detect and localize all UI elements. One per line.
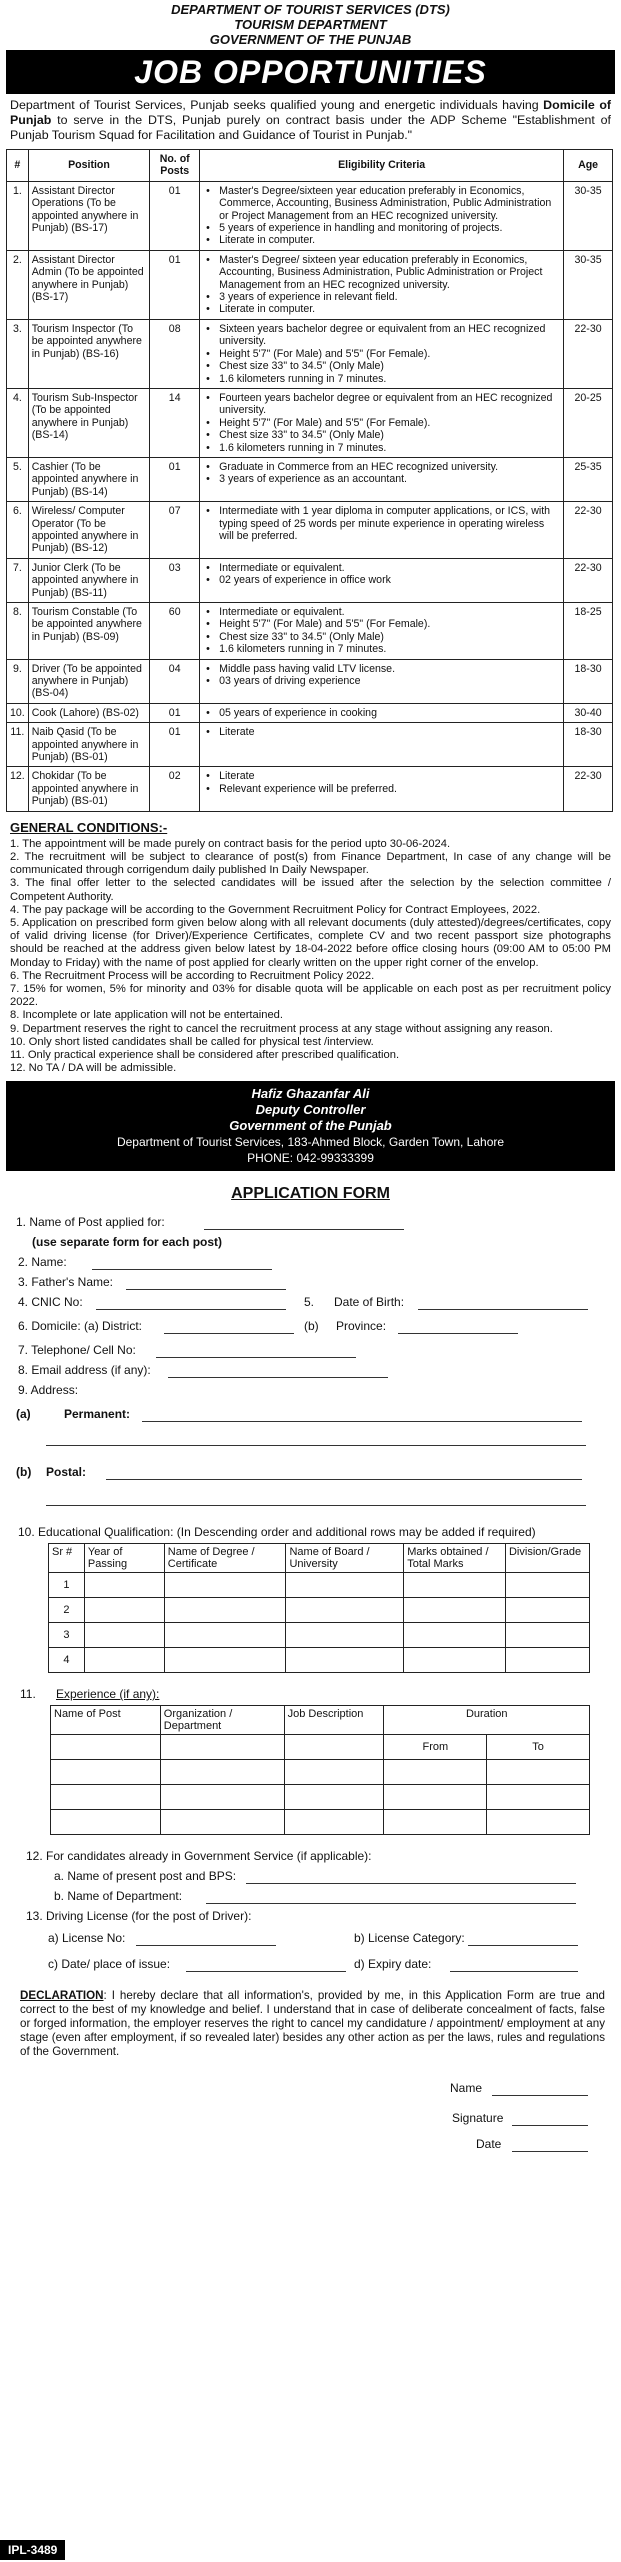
job-number: 9.: [7, 659, 29, 703]
criteria-item: • 1.6 kilometers running in 7 minutes.: [215, 442, 560, 454]
experience-row[interactable]: [51, 1785, 590, 1810]
field-name: [6, 1255, 615, 1275]
job-posts: 01: [150, 250, 200, 319]
job-row: [7, 319, 613, 388]
job-position: Tourism Inspector (To be appointed anywhere in Punjab) (BS-16): [28, 319, 150, 388]
job-age: 22-30: [564, 767, 613, 811]
job-number: 11.: [7, 723, 29, 767]
permanent-a: (a): [16, 1407, 31, 1422]
condition-item: 8. Incomplete or late application will not be entertained.: [10, 1009, 284, 1022]
job-number: 7.: [7, 558, 29, 602]
condition-item: 4. The pay package will be according to the Government Recruitment Policy for Contract Employees, 2022.: [10, 903, 541, 916]
criteria-item: • Height 5'7" (For Male) and 5'5" (For Female).: [215, 348, 560, 360]
job-position: Junior Clerk (To be appointed anywhere in Punjab) (BS-11): [28, 558, 150, 602]
criteria-item: • Master's Degree/sixteen year education preferably in Economics, Commerce, Accounting, Business Administration, Public Administration or Project Management from an HEC recognized university.: [215, 185, 560, 222]
job-posts: 14: [150, 388, 200, 457]
criteria-item: • Literate in computer.: [215, 234, 560, 246]
name-line[interactable]: [92, 1255, 272, 1270]
job-age: 22-30: [564, 558, 613, 602]
job-posts: 01: [150, 723, 200, 767]
job-criteria: [200, 388, 564, 457]
driving-license-label: 13. Driving License (for the post of Driver):: [26, 1909, 252, 1924]
field-address: [6, 1383, 615, 1403]
job-position: Chokidar (To be appointed anywhere in Punjab) (BS-01): [28, 767, 150, 811]
job-posts: 01: [150, 703, 200, 722]
field-present-post: [6, 1869, 615, 1889]
sig-date-label: Date: [476, 2137, 502, 2152]
col-header-position: Position: [28, 150, 150, 182]
criteria-item: • 1.6 kilometers running in 7 minutes.: [215, 373, 560, 385]
contact-block: [6, 1081, 615, 1171]
job-age: 25-35: [564, 457, 613, 501]
job-criteria: [200, 457, 564, 501]
criteria-item: • Fourteen years bachelor degree or equivalent from an HEC recognized university.: [215, 392, 560, 417]
job-criteria: [200, 767, 564, 811]
experience-label: Experience (if any):: [56, 1687, 160, 1702]
job-row: [7, 703, 613, 722]
province-line[interactable]: [398, 1319, 518, 1334]
experience-header-row: [51, 1706, 590, 1735]
condition-item: 11. Only practical experience shall be considered after prescribed qualification.: [10, 1048, 400, 1061]
job-position: Assistant Director Operations (To be appointed anywhere in Punjab) (BS-17): [28, 181, 150, 250]
separate-form-note: (use separate form for each post): [32, 1235, 223, 1250]
criteria-item: • Graduate in Commerce from an HEC recognized university.: [215, 461, 560, 473]
edu-row-number: 1: [49, 1573, 85, 1598]
job-opportunities-banner: JOB OPPORTUNITIES: [6, 50, 615, 94]
experience-number: 11.: [20, 1687, 36, 1702]
edu-col-marks: Marks obtained / Total Marks: [404, 1544, 506, 1573]
general-conditions-title: GENERAL CONDITIONS:-: [10, 819, 168, 835]
job-number: 1.: [7, 181, 29, 250]
job-row: [7, 659, 613, 703]
father-name-label: 3. Father's Name:: [18, 1275, 113, 1290]
criteria-list: [203, 185, 560, 247]
criteria-item: • 3 years of experience in relevant field.: [215, 291, 560, 303]
job-posts: 01: [150, 457, 200, 501]
criteria-list: [203, 606, 560, 656]
experience-table: [50, 1705, 590, 1835]
license-category-line[interactable]: [468, 1931, 578, 1946]
exp-col-from: From: [384, 1735, 487, 1760]
cnic-label: 4. CNIC No:: [18, 1295, 83, 1310]
edu-col-division: Division/Grade: [505, 1544, 589, 1573]
job-criteria: [200, 659, 564, 703]
edu-row-number: 2: [49, 1598, 85, 1623]
job-position: Cashier (To be appointed anywhere in Punjab) (BS-14): [28, 457, 150, 501]
application-form-title: APPLICATION FORM: [231, 1185, 390, 1203]
intro-paragraph: [10, 98, 611, 143]
department-label: b. Name of Department:: [54, 1889, 183, 1904]
job-number: 5.: [7, 457, 29, 501]
edu-col-degree: Name of Degree / Certificate: [164, 1544, 286, 1573]
declaration: [20, 1989, 605, 2059]
job-posts: 08: [150, 319, 200, 388]
field-father-name: [6, 1275, 615, 1295]
col-header-criteria: Eligibility Criteria: [200, 150, 564, 182]
name-label: 2. Name:: [18, 1255, 67, 1270]
education-heading: 10. Educational Qualification: (In Descending order and additional rows may be added if required): [18, 1525, 536, 1540]
criteria-item: • 1.6 kilometers running in 7 minutes.: [215, 643, 560, 655]
criteria-item: • 02 years of experience in office work: [215, 574, 560, 586]
col-header-age: Age: [564, 150, 613, 182]
contact-name: Hafiz Ghazanfar Ali: [251, 1086, 370, 1102]
education-row[interactable]: [49, 1623, 590, 1648]
edu-row-number: 4: [49, 1648, 85, 1673]
telephone-line[interactable]: [156, 1343, 356, 1358]
province-b: (b): [304, 1319, 319, 1334]
job-criteria: [200, 603, 564, 660]
jobs-table-body: [7, 181, 613, 811]
criteria-list: [203, 663, 560, 688]
job-criteria: [200, 250, 564, 319]
experience-heading: [6, 1683, 615, 1705]
post-applied-label: 1. Name of Post applied for:: [16, 1215, 165, 1230]
field-sig-name: [6, 2071, 615, 2103]
contact-org: Government of the Punjab: [229, 1118, 392, 1134]
experience-subheader-row: [51, 1735, 590, 1760]
job-row: [7, 723, 613, 767]
job-position: Cook (Lahore) (BS-02): [28, 703, 150, 722]
edu-col-sr: Sr #: [49, 1544, 85, 1573]
criteria-list: [203, 707, 560, 719]
telephone-label: 7. Telephone/ Cell No:: [18, 1343, 136, 1358]
permanent-label: Permanent:: [64, 1407, 131, 1422]
govt-service-heading: [6, 1849, 615, 1869]
experience-row[interactable]: [51, 1760, 590, 1785]
criteria-list: [203, 562, 560, 587]
criteria-item: • Height 5'7" (For Male) and 5'5" (For Female).: [215, 417, 560, 429]
govt-header: GOVERNMENT OF THE PUNJAB: [209, 32, 412, 47]
cnic-line[interactable]: [96, 1295, 286, 1310]
col-header-posts: No. of Posts: [150, 150, 200, 182]
education-row[interactable]: [49, 1648, 590, 1673]
job-number: 3.: [7, 319, 29, 388]
criteria-item: • Middle pass having valid LTV license.: [215, 663, 560, 675]
expiry-date-label: d) Expiry date:: [354, 1957, 432, 1972]
criteria-item: • Height 5'7" (For Male) and 5'5" (For Female).: [215, 618, 560, 630]
job-number: 10.: [7, 703, 29, 722]
field-signature: [6, 2103, 615, 2135]
job-age: 30-35: [564, 181, 613, 250]
dob-number: 5.: [304, 1295, 315, 1310]
education-table-body: [49, 1573, 590, 1673]
exp-col-org: Organization / Department: [160, 1706, 284, 1735]
condition-item: 7. 15% for women, 5% for minority and 03% for disable quota will be applicable on each post as per recruitment policy 2022.: [10, 982, 611, 1009]
criteria-item: • Chest size 33" to 34.5" (Only Male): [215, 631, 560, 643]
job-age: 18-30: [564, 659, 613, 703]
exp-col-to: To: [487, 1735, 590, 1760]
criteria-item: • Master's Degree/ sixteen year education preferably in Economics, Accounting, Business Administration, Public Administration or Project Management from an HEC recognized university.: [215, 254, 560, 291]
jobs-table: [6, 149, 613, 812]
criteria-list: [203, 392, 560, 454]
job-posts: 03: [150, 558, 200, 602]
job-criteria: [200, 181, 564, 250]
col-header-num: #: [7, 150, 29, 182]
sig-name-label: Name: [450, 2081, 483, 2096]
expiry-date-line[interactable]: [450, 1957, 578, 1972]
declaration-text: : I hereby declare that all information's, provided by me, in this Application Form are true and correct to the best of my knowledge and belief. I understand that in case of deliberate concealment of facts, false or forged information, the employer reserves the right to cancel my candidature / appointment/ employment at any stage (even after employment, if so revealed later) besides any other action as per the laws, rules and regulations of the Government.: [20, 1989, 605, 2059]
job-posts: 01: [150, 181, 200, 250]
criteria-item: • 3 years of experience as an accountant.: [215, 473, 560, 485]
present-post-line[interactable]: [246, 1869, 576, 1884]
criteria-item: • Literate in computer.: [215, 303, 560, 315]
criteria-item: • 5 years of experience in handling and monitoring of projects.: [215, 222, 560, 234]
job-row: [7, 767, 613, 811]
condition-item: 9. Department reserves the right to cancel the recruitment process at any stage without assigning any reason.: [10, 1022, 553, 1035]
govt-service-label: 12. For candidates already in Government Service (if applicable):: [26, 1849, 372, 1864]
criteria-list: [203, 770, 560, 795]
job-row: [7, 558, 613, 602]
criteria-item: • Chest size 33" to 34.5" (Only Male): [215, 429, 560, 441]
job-row: [7, 502, 613, 559]
exp-col-post: Name of Post: [51, 1706, 161, 1735]
edu-row-number: 3: [49, 1623, 85, 1648]
intro-text-2: to serve in the DTS, Punjab purely on contract basis under the ADP Scheme "Establishment of Punjab Tourism Squad for Facilitation and Guidance of Tourist in Punjab.": [10, 113, 611, 142]
condition-item: 6. The Recruitment Process will be according to Recruitment Policy 2022.: [10, 969, 375, 982]
field-domicile: [6, 1315, 615, 1339]
condition-item: 12. No TA / DA will be admissible.: [10, 1062, 177, 1075]
criteria-item: • Intermediate or equivalent.: [215, 562, 560, 574]
criteria-list: [203, 726, 560, 738]
job-posts: 60: [150, 603, 200, 660]
tourism-dept-header: TOURISM DEPARTMENT: [234, 17, 387, 32]
criteria-item: • Intermediate or equivalent.: [215, 606, 560, 618]
field-permanent-address: [6, 1403, 615, 1429]
job-position: Assistant Director Admin (To be appointed anywhere in Punjab) (BS-17): [28, 250, 150, 319]
district-line[interactable]: [164, 1319, 294, 1334]
postal-label: Postal:: [46, 1465, 87, 1480]
condition-item: 5. Application on prescribed form given below along with all relevant documents (duly attested)/degrees/certificates, copy of valid driving license (for Driver)/Experience Certificates, complete CV and two recent passport size photographs should be reached at the address given below latest by 18-04-2022 before office closing hours (09:00 AM to 05:00 PM Monday to Friday) with the name of post applied for clearly written on the upper right corner of the envelop.: [10, 916, 611, 969]
exp-col-job: Job Description: [284, 1706, 384, 1735]
signature-line[interactable]: [512, 2111, 588, 2126]
job-age: 22-30: [564, 319, 613, 388]
job-criteria: [200, 558, 564, 602]
dob-label: Date of Birth:: [334, 1295, 405, 1310]
field-postal-line2: [6, 1487, 615, 1517]
field-telephone: [6, 1339, 615, 1363]
dob-line[interactable]: [418, 1295, 588, 1310]
job-row: [7, 388, 613, 457]
job-position: Tourism Constable (To be appointed anywhere in Punjab) (BS-09): [28, 603, 150, 660]
criteria-list: [203, 505, 560, 542]
criteria-list: [203, 461, 560, 486]
application-form: [6, 1215, 615, 2155]
job-age: 30-35: [564, 250, 613, 319]
job-row: [7, 181, 613, 250]
field-department: [6, 1889, 615, 1909]
license-category-label: b) License Category:: [354, 1931, 465, 1946]
job-row: [7, 457, 613, 501]
job-posts: 02: [150, 767, 200, 811]
general-conditions-list: [6, 838, 615, 1076]
sig-date-line[interactable]: [512, 2137, 588, 2152]
criteria-item: • Sixteen years bachelor degree or equivalent from an HEC recognized university.: [215, 323, 560, 348]
intro-domicile: Domicile of Punjab: [10, 98, 612, 127]
job-row: [7, 603, 613, 660]
email-label: 8. Email address (if any):: [18, 1363, 151, 1378]
permanent-line-2[interactable]: [46, 1431, 586, 1446]
permanent-line[interactable]: [142, 1407, 582, 1422]
criteria-item: • 05 years of experience in cooking: [215, 707, 560, 719]
condition-item: 2. The recruitment will be subject to clearance of post(s) from Finance Department, In case of any change will be communicated through corrigendum daily published In Daily Newspaper.: [10, 850, 611, 877]
field-sig-date: [6, 2135, 615, 2155]
dept-header: DEPARTMENT OF TOURIST SERVICES (DTS): [171, 2, 450, 17]
license-issue-label: c) Date/ place of issue:: [48, 1957, 171, 1972]
field-license-date: [6, 1953, 615, 1979]
condition-item: 3. The final offer letter to the selected candidates will be issued after the selection by the selection committee / Competent Authority.: [10, 877, 611, 903]
education-row[interactable]: [49, 1573, 590, 1598]
post-applied-line[interactable]: [204, 1215, 404, 1230]
field-cnic-dob: [6, 1295, 615, 1315]
criteria-list: [203, 254, 560, 316]
job-number: 8.: [7, 603, 29, 660]
field-license-no: [6, 1929, 615, 1953]
job-age: 20-25: [564, 388, 613, 457]
criteria-item: • Chest size 33" to 34.5" (Only Male): [215, 360, 560, 372]
province-label: Province:: [336, 1319, 387, 1334]
criteria-item: • Literate: [215, 770, 560, 782]
criteria-item: • 03 years of driving experience: [215, 675, 560, 687]
job-position: Naib Qasid (To be appointed anywhere in Punjab) (BS-01): [28, 723, 150, 767]
domicile-label: 6. Domicile: (a) District:: [18, 1319, 143, 1334]
job-position: Tourism Sub-Inspector (To be appointed anywhere in Punjab) (BS-14): [28, 388, 150, 457]
education-header-row: [49, 1544, 590, 1573]
criteria-list: [203, 323, 560, 385]
condition-item: 10. Only short listed candidates shall be called for physical test /interview.: [10, 1035, 374, 1048]
job-number: 12.: [7, 767, 29, 811]
job-row: [7, 250, 613, 319]
edu-col-board: Name of Board / University: [286, 1544, 404, 1573]
driving-license-heading: [6, 1909, 615, 1929]
postal-line-2[interactable]: [46, 1491, 586, 1506]
criteria-item: • Intermediate with 1 year diploma in computer applications, or ICS, with typing speed of 25 words per minute experience in operating wireless will be preferred.: [215, 505, 560, 542]
job-age: 18-30: [564, 723, 613, 767]
education-table: [48, 1543, 590, 1673]
job-criteria: [200, 703, 564, 722]
address-label: 9. Address:: [18, 1383, 79, 1398]
job-posts: 04: [150, 659, 200, 703]
declaration-title: DECLARATION: [20, 1989, 104, 2003]
education-row[interactable]: [49, 1598, 590, 1623]
contact-address: Department of Tourist Services, 183-Ahmed Block, Garden Town, Lahore: [116, 1135, 505, 1150]
field-separate-note: [6, 1235, 615, 1255]
license-issue-line[interactable]: [186, 1957, 346, 1972]
jobs-table-header: [7, 150, 613, 182]
field-email: [6, 1363, 615, 1383]
intro-text-1: Department of Tourist Services, Punjab seeks qualified young and energetic individuals having: [10, 98, 544, 112]
contact-phone: PHONE: 042-99333399: [247, 1151, 374, 1166]
exp-col-duration: Duration: [384, 1706, 590, 1735]
sig-name-line[interactable]: [492, 2081, 588, 2096]
postal-line[interactable]: [106, 1465, 582, 1480]
job-position: Driver (To be appointed anywhere in Punjab) (BS-04): [28, 659, 150, 703]
job-age: 18-25: [564, 603, 613, 660]
edu-col-year: Year of Passing: [84, 1544, 164, 1573]
advertisement-page: [0, 2, 621, 2562]
ipl-number: IPL-3489: [0, 2540, 65, 2560]
department-line[interactable]: [206, 1889, 576, 1904]
job-posts: 07: [150, 502, 200, 559]
license-no-label: a) License No:: [48, 1931, 126, 1946]
job-age: 22-30: [564, 502, 613, 559]
job-criteria: [200, 319, 564, 388]
job-number: 2.: [7, 250, 29, 319]
job-age: 30-40: [564, 703, 613, 722]
postal-b: (b): [16, 1465, 32, 1480]
field-postal-address: [6, 1459, 615, 1487]
job-position: Wireless/ Computer Operator (To be appointed anywhere in Punjab) (BS-12): [28, 502, 150, 559]
license-no-line[interactable]: [136, 1931, 276, 1946]
experience-row[interactable]: [51, 1810, 590, 1835]
father-name-line[interactable]: [126, 1275, 286, 1290]
job-number: 4.: [7, 388, 29, 457]
field-permanent-line2: [6, 1429, 615, 1459]
job-number: 6.: [7, 502, 29, 559]
condition-item: 1. The appointment will be made purely on contract basis for the period upto 30-06-2024.: [10, 837, 451, 850]
signature-label: Signature: [452, 2111, 504, 2126]
job-criteria: [200, 723, 564, 767]
criteria-item: • Literate: [215, 726, 560, 738]
criteria-item: • Relevant experience will be preferred.: [215, 783, 560, 795]
contact-designation: Deputy Controller: [255, 1102, 366, 1118]
field-post-applied: [6, 1215, 615, 1235]
email-line[interactable]: [168, 1363, 388, 1378]
present-post-label: a. Name of present post and BPS:: [54, 1869, 237, 1884]
job-criteria: [200, 502, 564, 559]
